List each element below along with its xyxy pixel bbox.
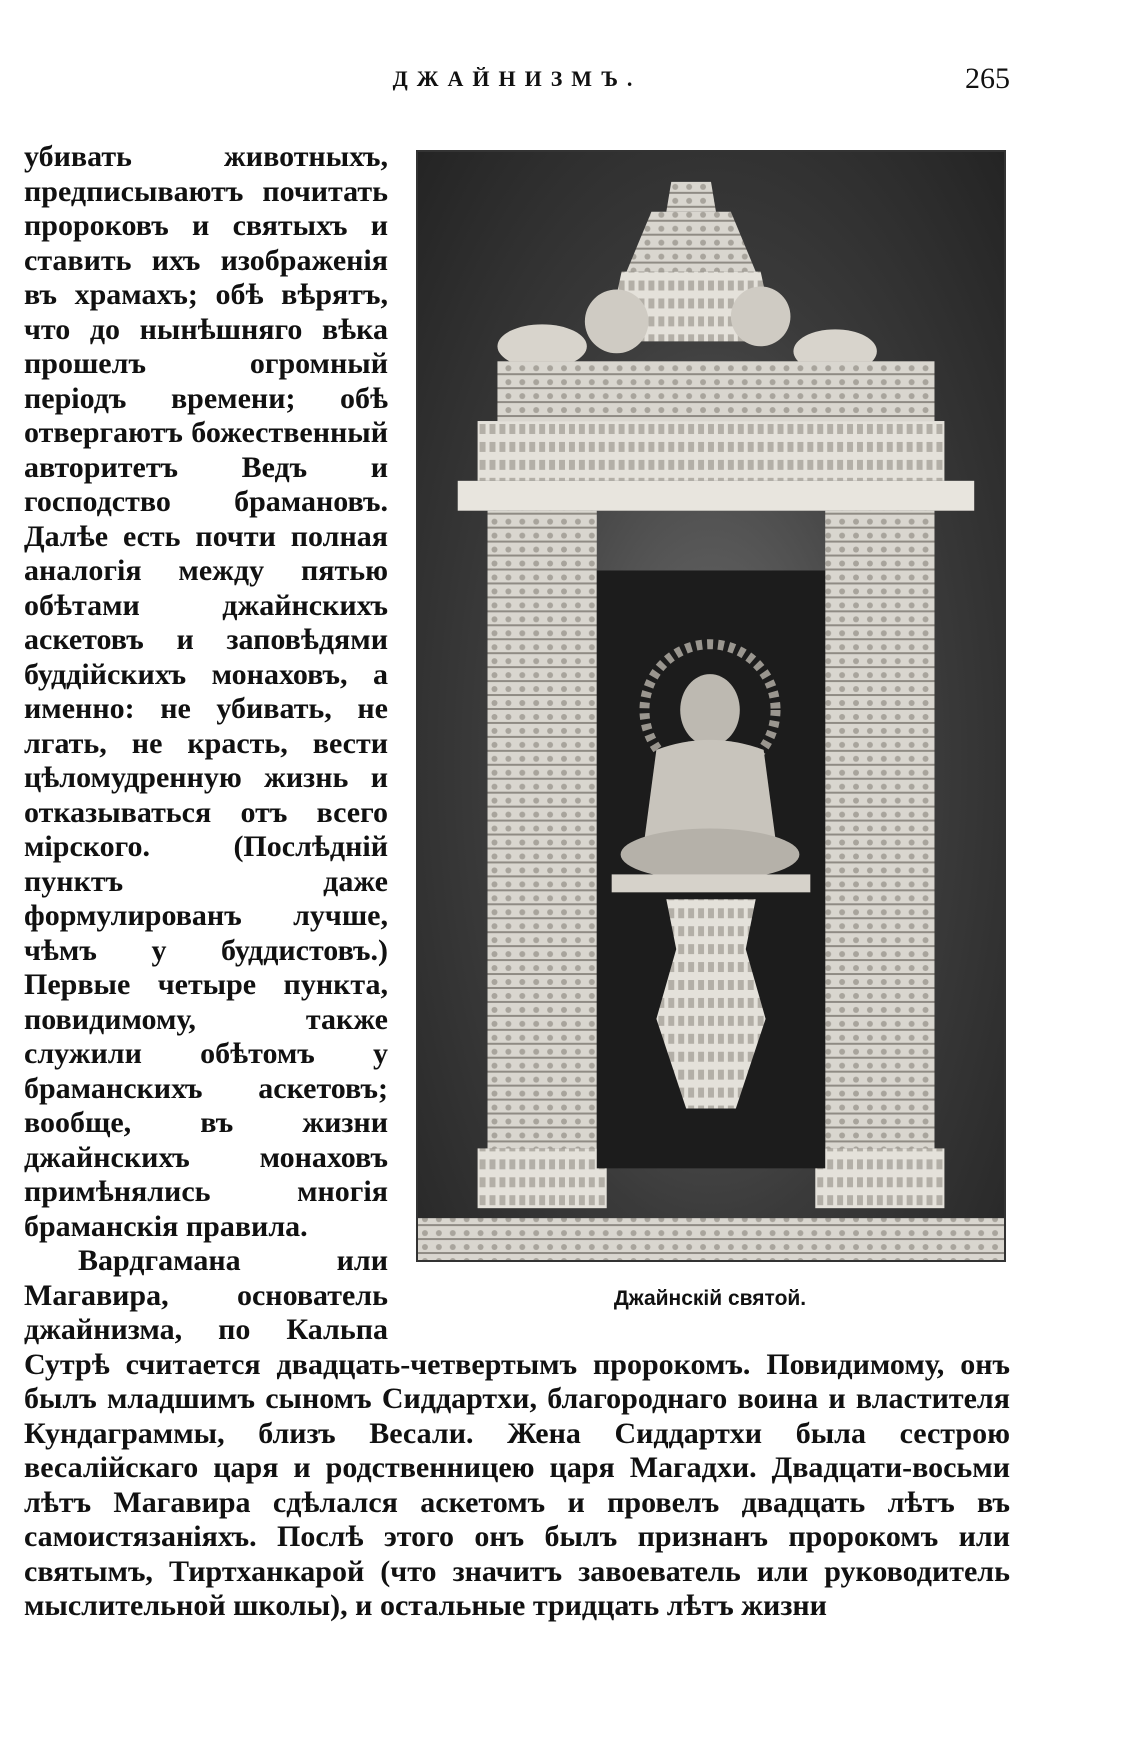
body-text: [24, 140, 1010, 1624]
figure: [410, 150, 1010, 1330]
paragraph-2: Вардгамана или Магавира, основатель джайнизма, по Кальпа Сутрѣ считается двадцать-четвертымъ пророкомъ. Повидимому, онъ былъ младшимъ сыномъ Сиддартхи, благороднаго воина и властителя Кундаграммы, близъ Весали. Жена Сиддартхи была сестрою весалійскаго царя и родственницею царя Магадхи. Двадцати-восьми лѣтъ Магавира сдѣлался аскетомъ и провелъ двадцать лѣтъ въ самоистязаніяхъ. Послѣ этого онъ былъ признанъ пророкомъ или святымъ, Тиртханкарой (что значитъ завоеватель или руководитель мыслительной школы), и остальные тридцать лѣтъ жизни: [24, 1244, 1010, 1622]
shrine-photograph: [416, 150, 1006, 1262]
figure-caption: Джайнскій святой.: [613, 1287, 807, 1310]
page-header: [24, 62, 1010, 102]
running-head: ДЖАЙНИЗМЪ.: [392, 66, 642, 91]
page-number: 265: [965, 62, 1010, 95]
paragraph-1: убивать животныхъ, предписываютъ почитать пророковъ и святыхъ и ставить ихъ изображенія въ храмахъ; обѣ вѣрятъ, что до нынѣшняго вѣка прошелъ огромный періодъ времени; обѣ отвергаютъ божественный авторитетъ Ведъ и господство брамановъ. Далѣе есть почти полная аналогія между пятью обѣтами джайнскихъ аскетовъ и заповѣдями буддійскихъ монаховъ, а именно: не убивать, не лгать, не красть, вести цѣломудренную жизнь и отказываться отъ всего мірского. (Послѣдній пунктъ даже формулированъ лучше, чѣмъ у буддистовъ.) Первые четыре пункта, повидимому, также служили обѣтомъ у браманскихъ аскетовъ; вообще, въ жизни джайнскихъ монаховъ примѣнялись многія браманскія правила.: [24, 140, 388, 1243]
shrine-illustration: [418, 152, 1004, 1260]
